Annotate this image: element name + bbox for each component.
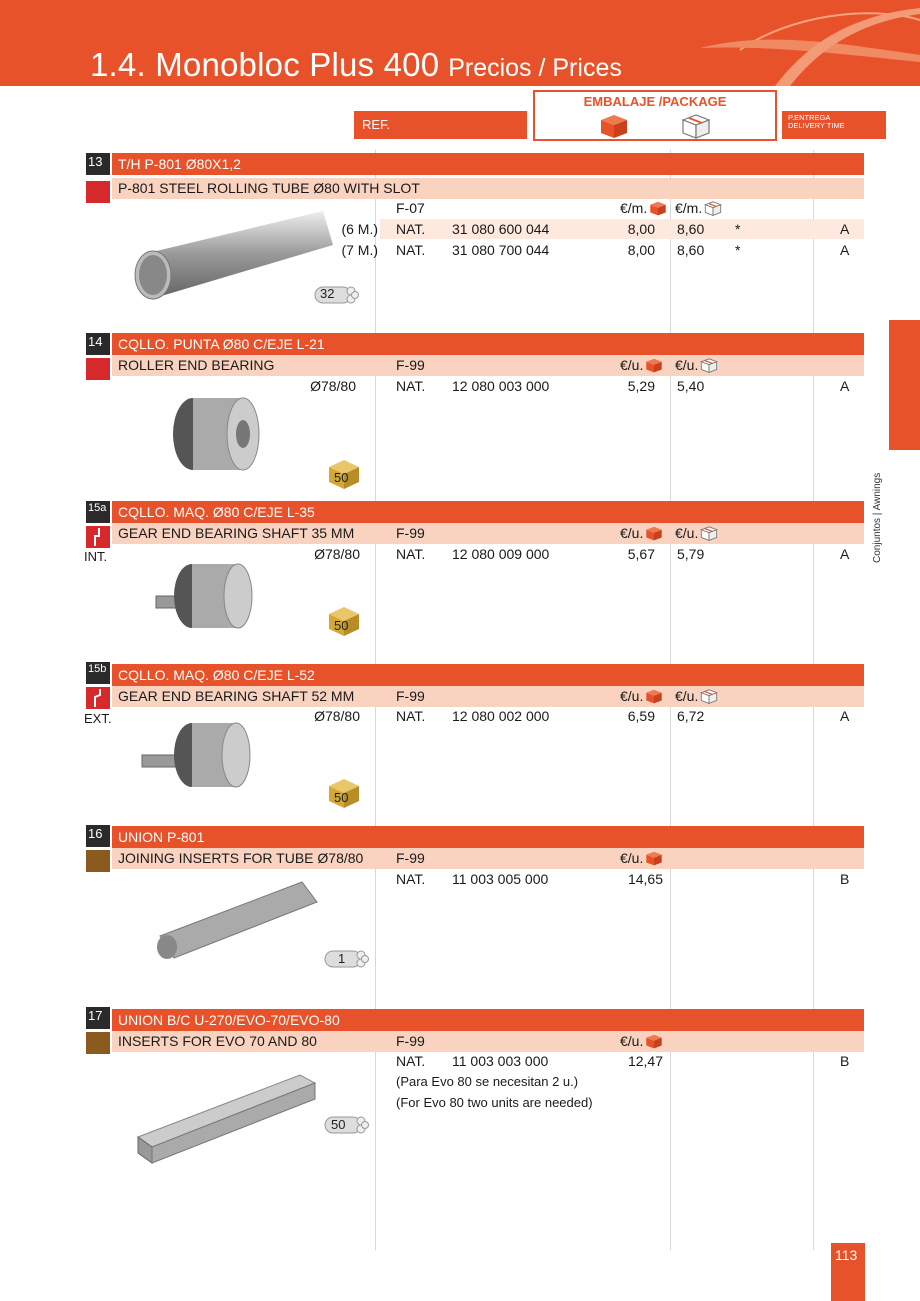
open-box-icon (700, 688, 718, 704)
closed-box-icon (645, 525, 663, 541)
section-title: UNION B/C U-270/EVO-70/EVO-80 (112, 1009, 864, 1031)
evo-insert-image (130, 1065, 320, 1170)
pack-quantity: 50 (331, 1117, 346, 1132)
pack-quantity: 1 (338, 951, 346, 966)
mark: * (735, 242, 741, 258)
color-swatch (86, 1032, 110, 1054)
price-open: 8,60 (677, 221, 705, 237)
color-swatch (86, 358, 110, 380)
price-closed: 6,59 (627, 708, 655, 724)
unit-label: €/u. (620, 688, 663, 704)
closed-box-icon (645, 1033, 663, 1049)
delivery-column-header (782, 111, 886, 139)
section-title: CQLLO. PUNTA Ø80 C/EJE L-21 (112, 333, 864, 355)
finish: NAT. (396, 871, 426, 887)
section-title: T/H P-801 Ø80X1,2 (112, 153, 864, 175)
reference: 12 080 003 000 (452, 378, 550, 394)
title-main: 1.4. Monobloc Plus 400 (90, 46, 440, 83)
section-number: 15b (86, 662, 110, 684)
section-subtitle: JOINING INSERTS FOR TUBE Ø78/80 (112, 848, 864, 869)
closed-box-icon (645, 688, 663, 704)
color-swatch (86, 181, 110, 203)
open-box-icon (704, 200, 722, 216)
section-title: CQLLO. MAQ. Ø80 C/EJE L-52 (112, 664, 864, 686)
open-box-icon (700, 357, 718, 373)
size: (7 M.) (341, 242, 378, 258)
side-label: Conjuntos | Awnings (872, 472, 883, 563)
page-number: 113 (831, 1243, 865, 1301)
price-open: 6,72 (677, 708, 705, 724)
price-closed: 12,47 (627, 1053, 663, 1069)
side-tab (889, 320, 920, 450)
mount-swatch (86, 526, 110, 548)
finish-code: F-99 (396, 850, 425, 866)
reference: 31 080 700 044 (452, 242, 550, 258)
pack-quantity: 50 (334, 470, 349, 485)
reference: 11 003 003 000 (452, 1053, 549, 1069)
delivery: A (840, 708, 850, 724)
section-subtitle: GEAR END BEARING SHAFT 35 MM (112, 523, 864, 544)
section-number: 13 (86, 153, 110, 175)
finish-code: F-99 (396, 688, 425, 704)
open-box-icon (700, 525, 718, 541)
gear-bearing-image (150, 558, 260, 633)
price-closed: 14,65 (627, 871, 663, 887)
unit-label: €/u. (675, 357, 718, 373)
price-closed: 8,00 (627, 242, 655, 258)
section-number: 16 (86, 825, 110, 847)
section-number: 15a (86, 501, 110, 523)
open-box-icon (681, 112, 711, 139)
unit-label: €/m. (620, 200, 667, 216)
finish: NAT. (396, 708, 426, 724)
package-label: EMBALAJE /PACKAGE (583, 94, 727, 109)
mount-label: INT. (84, 549, 108, 564)
reference: 11 003 005 000 (452, 871, 549, 887)
size: (6 M.) (341, 221, 378, 237)
pack-quantity: 50 (334, 618, 349, 633)
tube-bundle-icon (323, 948, 369, 970)
reference: 31 080 600 044 (452, 221, 550, 237)
color-swatch (86, 850, 110, 872)
price-closed: 8,00 (627, 221, 655, 237)
section-subtitle: P-801 STEEL ROLLING TUBE Ø80 WITH SLOT (112, 178, 864, 199)
gear-bearing-image (140, 715, 260, 795)
swoosh-graphic (680, 0, 920, 86)
page-header (0, 0, 920, 86)
delivery: B (840, 871, 850, 887)
delivery: A (840, 378, 850, 394)
closed-box-icon (599, 112, 629, 139)
mark: * (735, 221, 741, 237)
finish: NAT. (396, 546, 426, 562)
mount-swatch (86, 687, 110, 709)
price-open: 5,79 (677, 546, 705, 562)
page-title (90, 46, 622, 84)
unit-label: €/u. (620, 525, 663, 541)
mount-label: EXT. (84, 711, 112, 726)
finish: NAT. (396, 1053, 426, 1069)
tube-bundle-icon (323, 1114, 369, 1136)
section-number: 14 (86, 333, 110, 355)
bracket-icon (86, 526, 110, 548)
section-subtitle: INSERTS FOR EVO 70 AND 80 (112, 1031, 864, 1052)
unit-label: €/u. (620, 357, 663, 373)
reference: 12 080 002 000 (452, 708, 550, 724)
finish: NAT. (396, 378, 426, 394)
section-number: 17 (86, 1007, 110, 1029)
bracket-icon (86, 687, 110, 709)
delivery: A (840, 546, 850, 562)
unit-label: €/u. (675, 525, 718, 541)
section-subtitle: GEAR END BEARING SHAFT 52 MM (112, 686, 864, 707)
closed-box-icon (645, 357, 663, 373)
closed-box-icon (645, 850, 663, 866)
size: Ø78/80 (314, 708, 360, 724)
delivery-label-es: P.ENTREGA (788, 113, 831, 122)
finish: NAT. (396, 221, 426, 237)
finish: NAT. (396, 242, 426, 258)
finish-code: F-07 (396, 200, 425, 216)
note-spanish: (Para Evo 80 se necesitan 2 u.) (396, 1074, 579, 1089)
section-subtitle: ROLLER END BEARING (112, 355, 864, 376)
price-open: 5,40 (677, 378, 705, 394)
unit-label: €/u. (620, 850, 663, 866)
steel-tube-image (128, 205, 338, 305)
section-title: UNION P-801 (112, 826, 864, 848)
delivery: A (840, 221, 850, 237)
size: Ø78/80 (314, 546, 360, 562)
unit-label: €/m. (675, 200, 722, 216)
reference: 12 080 009 000 (452, 546, 550, 562)
package-column-header (533, 90, 777, 141)
delivery-label-en: DELIVERY TIME (788, 121, 845, 130)
end-bearing-image (165, 392, 265, 477)
size: Ø78/80 (310, 378, 356, 394)
delivery: B (840, 1053, 850, 1069)
closed-box-icon (649, 200, 667, 216)
joining-insert-image (152, 878, 322, 963)
finish-code: F-99 (396, 525, 425, 541)
price-closed: 5,29 (627, 378, 655, 394)
ref-column-header: REF. (354, 111, 527, 139)
delivery: A (840, 242, 850, 258)
section-title: CQLLO. MAQ. Ø80 C/EJE L-35 (112, 501, 864, 523)
unit-label: €/u. (620, 1033, 663, 1049)
note-english: (For Evo 80 two units are needed) (396, 1095, 593, 1110)
title-sub: Precios / Prices (448, 54, 622, 82)
pack-quantity: 50 (334, 790, 349, 805)
pack-quantity: 32 (320, 286, 335, 301)
finish-code: F-99 (396, 1033, 425, 1049)
unit-label: €/u. (675, 688, 718, 704)
price-closed: 5,67 (627, 546, 655, 562)
finish-code: F-99 (396, 357, 425, 373)
price-open: 8,60 (677, 242, 705, 258)
